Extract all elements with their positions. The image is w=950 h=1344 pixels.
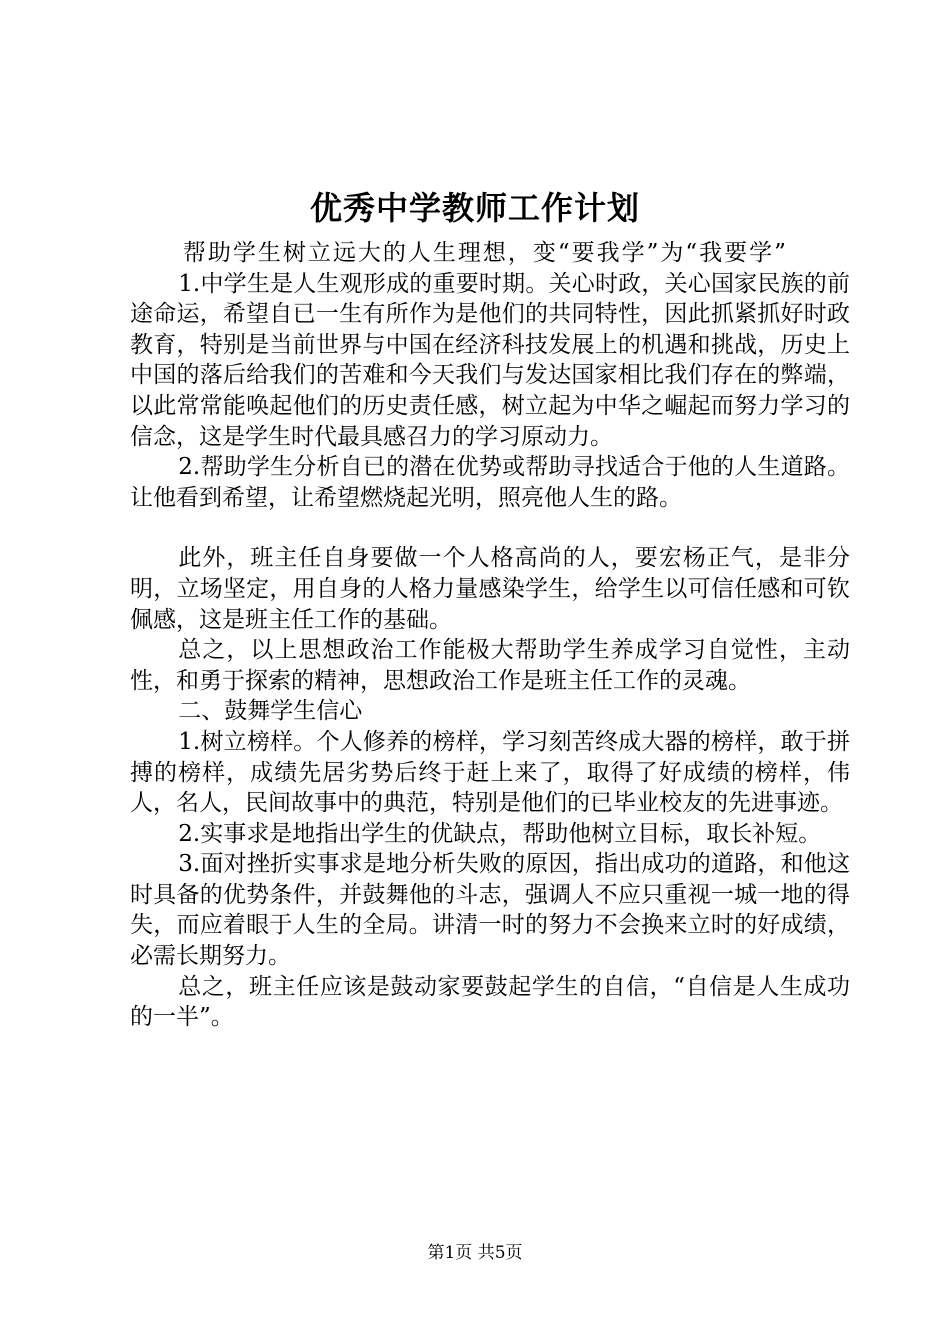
paragraph: 总之，班主任应该是鼓动家要鼓起学生的自信，“自信是人生成功的一半”。 <box>130 973 850 1031</box>
paragraph: 1.中学生是人生观形成的重要时期。关心时政，关心国家民族的前途命运，希望自已一生有所作为是他们的共同特性，因此抓紧抓好时政教育，特别是当前世界与中国在经济科技发展上的机遇和挑战，历史上中国的落后给我们的苦难和今天我们与发达国家相比我们存在的弊端，以此常常能唤起他们的历史责任感，树立起为中华之崛起而努力学习的信念，这是学生时代最具感召力的学习原动力。 <box>130 270 850 450</box>
paragraph: 总之，以上思想政治工作能极大帮助学生养成学习自觉性，主动性，和勇于探索的精神，思想政治工作是班主任工作的灵魂。 <box>130 637 850 694</box>
paragraph: 此外，班主任自身要做一个人格高尚的人，要宏杨正气，是非分明，立场坚定，用自身的人格力量感染学生，给学生以可信任感和可钦佩感，这是班主任工作的基础。 <box>130 545 850 633</box>
document-title: 优秀中学教师工作计划 <box>309 189 640 227</box>
intro-paragraph: 帮助学生树立远大的人生理想，变“要我学”为“我要学” <box>182 240 788 266</box>
paragraph: 3.面对挫折实事求是地分析失败的原因，指出成功的道路，和他这时具备的优势条件，并鼓舞他的斗志，强调人不应只重视一城一地的得失，而应着眼于人生的全局。讲清一时的努力不会换来立时的好成绩，必需长期努力。 <box>130 851 850 970</box>
page-number-footer: 第1页 共5页 <box>427 1243 523 1263</box>
document-body <box>130 238 850 1033</box>
section-heading: 二、鼓舞学生信心 <box>178 698 363 725</box>
paragraph: 2.帮助学生分析自已的潜在优势或帮助寻找适合于他的人生道路。让他看到希望，让希望燃烧起光明，照亮他人生的路。 <box>130 454 850 511</box>
paragraph: 1.树立榜样。个人修养的榜样，学习刻苦终成大器的榜样，敢于拼搏的榜样，成绩先居劣势后终于赶上来了，取得了好成绩的榜样，伟人，名人，民间故事中的典范，特别是他们的已毕业校友的先进事迹。 <box>130 728 850 817</box>
paragraph: 2.实事求是地指出学生的优缺点，帮助他树立目标，取长补短。 <box>178 820 822 847</box>
